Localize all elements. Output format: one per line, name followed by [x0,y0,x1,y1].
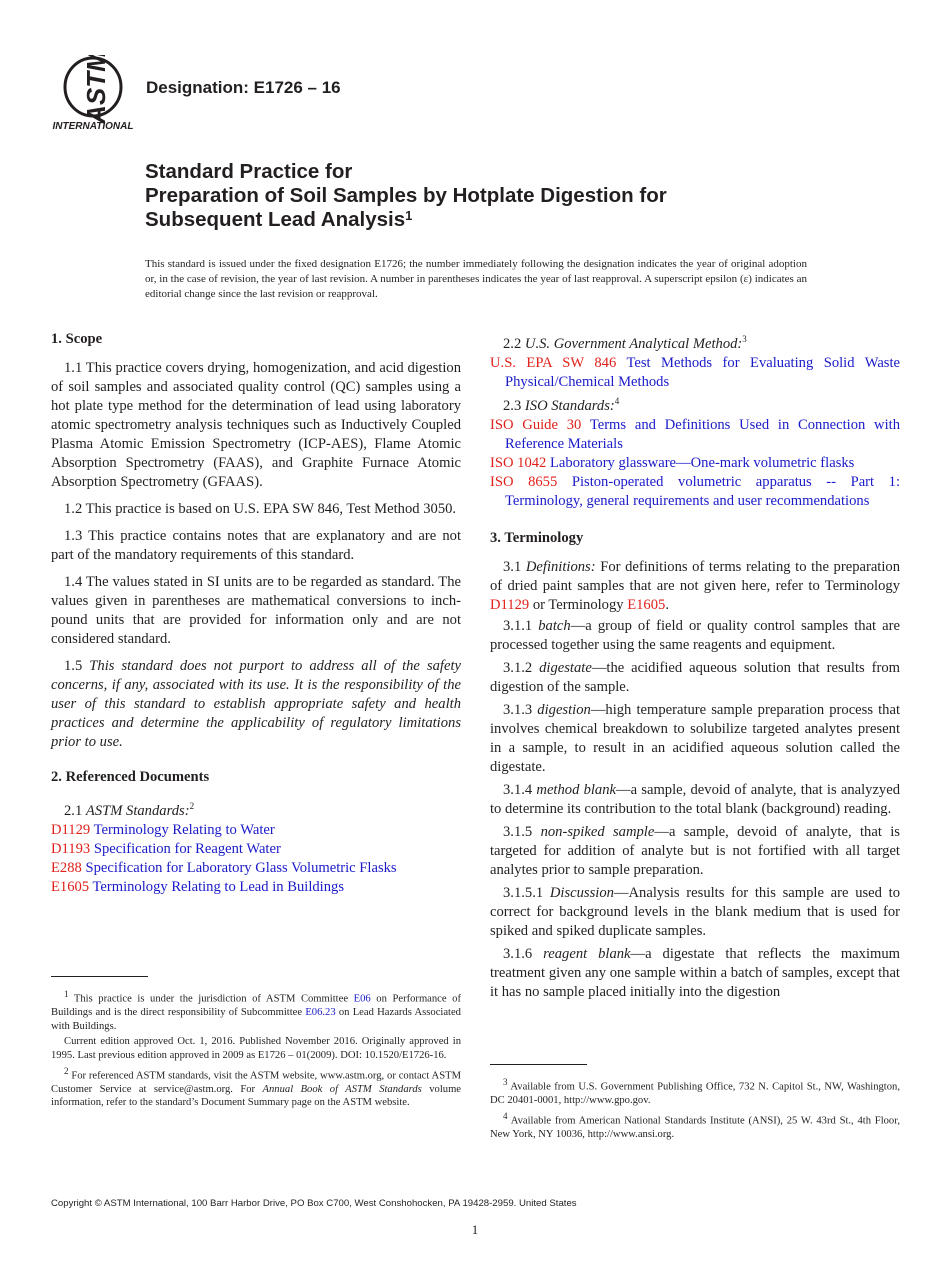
para-1-4: 1.4 The values stated in SI units are to be regarded as standard. The values given in parentheses are mathematical conversions to inch-pound units that are provided for information only and are not considered standard. [51,574,461,647]
reference-title[interactable]: Specification for Reagent Water [93,840,281,857]
reference-item[interactable] [490,354,900,392]
footnote-4: $^4$ Available from American National Standards Institute (ANSI), 25 W. 43rd St., 4th Floor, New York, NY 10036, http://www.ansi.org. [490,1110,900,1140]
definition-term: non-spiked sample [540,823,655,840]
document-title [145,160,845,232]
referenced-documents-heading: 2. Referenced Documents [51,769,210,785]
copyright: Copyright © ASTM International, 100 Barr Harbor Drive, PO Box C700, West Conshohocken, PA 19428-2959. United States [51,1198,577,1209]
definition-term: Discussion [549,884,614,901]
reference-item[interactable] [490,473,900,511]
terminology-heading: 3. Terminology [490,529,584,546]
reference-title[interactable]: Laboratory glassware—One-mark volumetric flasks [550,454,855,471]
title-line-1: Standard Practice for [145,160,353,183]
footnotes-right [490,1076,900,1143]
reference-title[interactable]: Terms and Definitions Used in Connection with Reference Materials [505,416,900,452]
definition-item: 3.1.6 reagent blank—a digestate that reflects the maximum treatment given any one sample within a batch of samples, except that it has no sample placed initially into the digestion [490,945,901,1000]
reference-title[interactable]: Test Methods for Evaluating Solid Waste Physical/Chemical Methods [505,354,901,390]
reference-title[interactable]: Specification for Laboratory Glass Volumetric Flasks [85,859,397,876]
footnote-2: $^2$ For referenced ASTM standards, visit the ASTM website, www.astm.org, or contact ASTM Customer Service at service@astm.org. For Annual Book of ASTM Standards volume information, refer to the standard’s Document Summary page on the ASTM website. [51,1065,462,1109]
terminology-link-e1605[interactable]: E1605 [627,596,666,613]
footnote-rule-right [490,1064,587,1065]
astm-logo-icon [50,55,136,133]
astm-logo [50,55,136,133]
subcommittee-link[interactable]: E06.23 [305,1007,336,1019]
terminology-link-d1129[interactable]: D1129 [490,596,530,613]
reference-item[interactable] [51,859,461,878]
reference-item[interactable] [51,821,461,840]
para-2-1: 2.1 ASTM Standards:$^2$ [64,801,195,819]
reference-code[interactable]: ISO 8655 [490,473,558,490]
reference-code[interactable]: U.S. EPA SW 846 [490,354,617,371]
reference-item[interactable] [51,878,461,897]
left-column [51,330,461,897]
definition-item: 3.1.5.1 Discussion—Analysis results for this sample are used to correct for background levels in the blank medium that is used for spiked and spiked duplicate samples. [490,884,901,939]
para-3-1: 3.1 Definitions: For definitions of terms relating to the preparation of dried paint samples that are not given here, refer to Terminology D1129 or Terminology E1605. [490,558,901,613]
reference-item[interactable] [490,416,900,454]
reference-title[interactable]: Terminology Relating to Lead in Buildings [92,878,344,895]
para-1-1: 1.1 This practice covers drying, homogenization, and acid digestion of soil samples and associated quality control (QC) samples using a hot plate type method for the determination of lead using laboratory atomic spectrometry analysis techniques such as Inductively Coupled Plasma Atomic Emission Spectrometry (ICP-AES), Flame Atomic Absorption Spectrometry (FAAS), and Graphite Furnace Atomic Absorption Spectrometry (GFAAS). [51,360,461,490]
committee-link[interactable]: E06 [353,993,371,1005]
definition-item: 3.1.1 batch—a group of field or quality control samples that are processed together using the same reagents and equipment. [490,617,900,653]
title-line-2: Preparation of Soil Samples by Hotplate Digestion for [145,184,667,207]
designation: Designation: E1726 – 16 [146,78,341,97]
issue-note: This standard is issued under the fixed designation E1726; the number immediately following the designation indicates the year of original adoption or, in the case of revision, the year of last revision. A number in parentheses indicates the year of last reapproval. A superscript epsilon (ε) indicates an editorial change since the last revision or reapproval. [145,258,807,300]
title-footnote-ref[interactable]: 1 [405,208,413,223]
reference-title[interactable]: Piston-operated volumetric apparatus -- Part 1: Terminology, general requirements and user recommendations [505,473,901,509]
definition-term: batch [538,617,571,634]
definition-term: method blank [536,781,617,798]
para-2-2: 2.2 U.S. Government Analytical Method:$^3$ [503,334,747,352]
definition-term: digestate [539,659,592,676]
definition-item: 3.1.2 digestate—the acidified aqueous solution that results from digestion of the sample. [490,659,900,695]
reference-code[interactable]: D1129 [51,821,91,838]
scope-heading: 1. Scope [51,331,103,347]
reference-code[interactable]: ISO 1042 [490,454,547,471]
footnote-3: $^3$ Available from U.S. Government Publishing Office, 732 N. Capitol St., NW, Washington, DC 20401-0001, http://www.gpo.gov. [490,1077,900,1107]
definition-term: reagent blank [543,945,631,962]
reference-item[interactable] [490,454,900,473]
right-column [490,330,900,1004]
svg-text:INTERNATIONAL: INTERNATIONAL [52,121,134,132]
reference-item[interactable] [51,840,461,859]
definition-item: 3.1.5 non-spiked sample—a sample, devoid of analyte, that is targeted for addition of analyte but is not fortified with all target analytes prior to sample preparation. [490,823,900,878]
definition-list [490,617,900,1002]
svg-text:ASTM: ASTM [81,55,111,124]
para-2-3: 2.3 ISO Standards:$^4$ [503,395,620,414]
definition-item: 3.1.3 digestion—high temperature sample preparation process that involves chemical breakdown to solubilize targeted analytes present in a sample, to result in an acidified aqueous solution called the digestate. [490,701,900,775]
reference-code[interactable]: D1193 [51,840,91,857]
title-line-3: Subsequent Lead Analysis$^1$ [145,208,413,231]
para-1-2: 1.2 This practice is based on U.S. EPA SW 846, Test Method 3050. [64,501,457,517]
page-number: 1 [471,1222,479,1237]
reference-code[interactable]: E1605 [51,878,90,895]
definition-term: digestion [537,701,591,718]
iso-reference-list [490,416,900,511]
para-1-3: 1.3 This practice contains notes that are explanatory and are not part of the mandatory requirements of this standard. [51,528,461,563]
reference-code[interactable]: ISO Guide 30 [490,416,582,433]
astm-reference-list [51,821,461,897]
footnote-rule-left [51,976,148,977]
reference-title[interactable]: Terminology Relating to Water [93,821,275,838]
para-1-5: 1.5 This standard does not purport to address all of the safety concerns, if any, associated with its use. It is the responsibility of the user of this standard to establish appropriate safety and health practices and determine the applicability of regulatory limitations prior to use. [51,658,461,750]
reference-code[interactable]: E288 [51,859,82,876]
definition-item: 3.1.4 method blank—a sample, devoid of analyte, that is analyzyed to determine its contribution to the total blank (background) reading. [490,781,900,817]
footnote-1-edition: Current edition approved Oct. 1, 2016. Published November 2016. Originally approved in 1995. Last previous edition approved in 2009 as E1726 – 01(2009). DOI: 10.1520/E1726-16. [51,1036,461,1061]
footnote-1: $^1$ This practice is under the jurisdiction of ASTM Committee E06 on Performance of Buildings and is the direct responsibility of Subcommittee E06.23 on Lead Hazards Associated with Buildings. [51,989,461,1032]
footnotes-left [51,988,461,1112]
